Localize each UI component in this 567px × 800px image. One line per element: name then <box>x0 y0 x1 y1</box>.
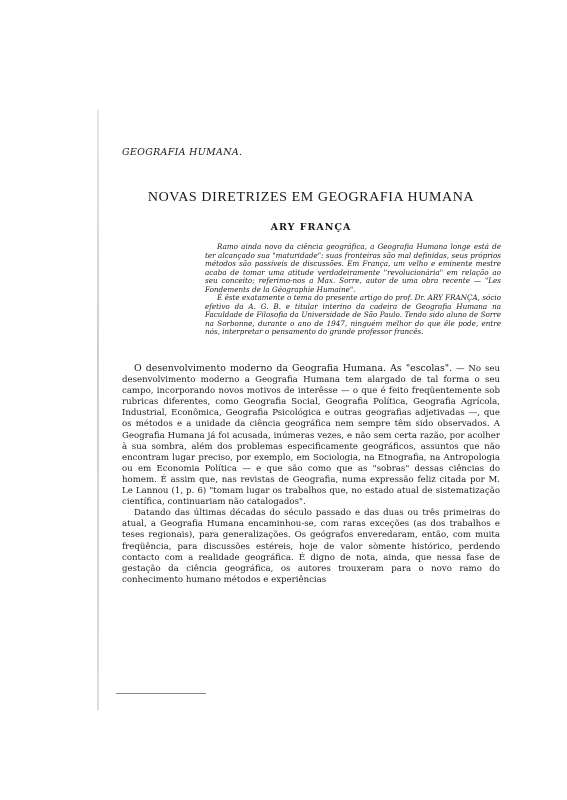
abstract <box>205 243 501 337</box>
body-paragraph <box>122 363 500 508</box>
section-header: GEOGRAFIA HUMANA. <box>122 147 243 158</box>
article-author: ARY FRANÇA <box>270 222 352 233</box>
article-title: NOVAS DIRETRIZES EM GEOGRAFIA HUMANA <box>147 190 475 205</box>
abstract-paragraph: Ramo ainda novo da ciência geográfica, a Geografia Humana longe está de ter alcançado sua "maturidade": suas fronteiras são mal definidas, seus próprios métodos são passíveis de discussões. Em França, um velho e eminente mestre acaba de tomar uma atitude verdadeiramente "revolucionária" em relação ao seu conceito; referimo-nos a Max. Sorre, autor de uma obra recente — "Les Fondements de la Géographie Humaine". <box>205 242 501 294</box>
article-body <box>122 363 500 586</box>
abstract-paragraph: É êste exatamente o tema do presente artigo do prof. Dr. ARY FRANÇA, sócio efetivo da A. G. B. e titular interino da cadeira de Geografia Humana na Faculdade de Filosofia da Universidade de São Paulo. Tendo sido aluno de Sorre na Sorbonne, durante o ano de 1947, ninguém melhor do que êle pode, entre nós, interpretar o pensamento do grande professor francês. <box>205 293 501 336</box>
body-paragraph: Datando das últimas décadas do século passado e das duas ou três primeiras do atual, a Geografia Humana encaminhou-se, com raras exceções (as dos trabalhos e teses regionais), para generalizações. Os geógrafos enveredaram, então, com muita freqüência, para discussões estéreis, hoje de valor sòmente histórico, perdendo contacto com a realidade geográfica. É digno de nota, ainda, que nessa fase de gestação da ciência geográfica, os autores trouxeram para o novo ramo do conhecimento humano métodos e experiências <box>122 508 500 585</box>
footnote-divider <box>116 693 206 694</box>
page-edge-shadow <box>97 110 99 710</box>
lead-heading: O desenvolvimento moderno da Geografia Humana. As "escolas". <box>134 363 453 374</box>
body-text: — No seu desenvolvimento moderno a Geografia Humana tem alargado de tal forma o seu campo, incorporando novos motivos de interêsse — o que é feito freqüentemente sob rubricas diferentes, como Geografia Social, Geografia Política, Geografia Agrícola, Industrial, Econômica, Geografia Psicológica e outras geografias adjetivadas —, que os métodos e a unidade da ciência geográfica nem sempre têm sido observados. A Geografia Humana já foi acusada, inúmeras vezes, e não sem certa razão, por acolher à sua sombra, além dos problemas especificamente geográficos, assuntos que não encontram lugar preciso, por exemplo, em Sociologia, na Etnografia, na Antropologia ou em Economia Política — e que são como que as "sobras" dessas ciências do homem. É assim que, nas revistas de Geografia, numa expressão feliz citada por M. Le Lannou (1, p. 6) "tomam lugar os trabalhos que, no estado atual de sistematização científica, continuariam não catalogados". <box>122 364 500 508</box>
